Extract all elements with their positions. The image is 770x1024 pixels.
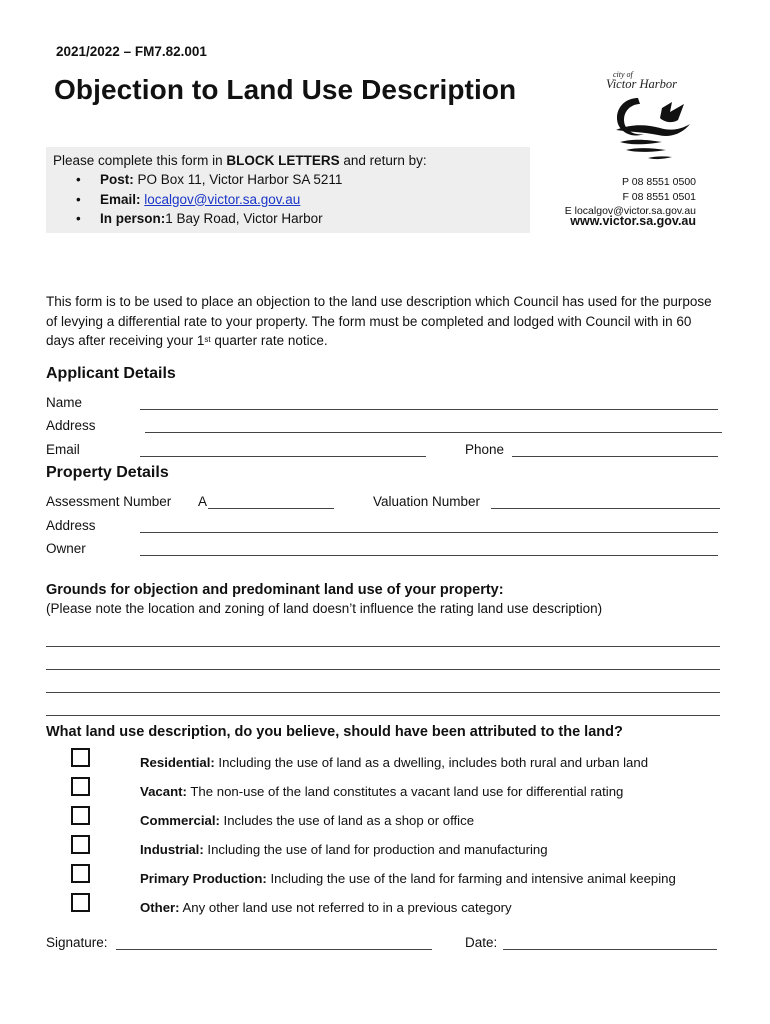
applicant-email-field[interactable] — [140, 456, 426, 457]
property-address-field[interactable] — [140, 532, 718, 533]
vacant-option — [140, 784, 623, 799]
logo-small-text: city of — [613, 70, 633, 79]
other-desc: Any other land use not referred to in a previous category — [179, 900, 512, 915]
property-address-label: Address — [46, 518, 96, 533]
applicant-phone-label: Phone — [465, 442, 505, 457]
primary-production-checkbox[interactable] — [71, 864, 90, 883]
primary-production-label: Primary Production: — [140, 871, 267, 886]
return-method-in-person — [50, 211, 342, 231]
other-checkbox[interactable] — [71, 893, 90, 912]
signature-label: Signature: — [46, 935, 108, 950]
bullet: • — [76, 172, 81, 187]
grounds-line-2[interactable] — [46, 669, 720, 670]
intro-paragraph — [46, 292, 722, 351]
grounds-line-3[interactable] — [46, 692, 720, 693]
post-label: Post: — [100, 172, 134, 187]
website-link[interactable]: www.victor.sa.gov.au — [570, 214, 696, 228]
vacant-desc: The non-use of the land constitutes a vacant land use for differential rating — [186, 784, 624, 799]
return-method-post — [50, 172, 342, 192]
primary-production-option — [140, 871, 676, 886]
date-label: Date: — [465, 935, 498, 950]
assessment-number-field[interactable] — [208, 508, 334, 509]
in-person-value: 1 Bay Road, Victor Harbor — [165, 211, 323, 226]
contact-phone: P 08 8551 0500 — [622, 176, 696, 188]
date-field[interactable] — [503, 949, 717, 950]
instructions-lead — [53, 153, 427, 168]
intro-superscript: st — [204, 335, 211, 344]
vacant-checkbox[interactable] — [71, 777, 90, 796]
applicant-heading: Applicant Details — [46, 365, 176, 382]
bullet: • — [76, 211, 81, 226]
return-methods-list — [50, 172, 342, 231]
intro-text: This form is to be used to place an objection to the land use description which Council has used for the purpose of levying a differential rate to your property. The form must be completed and lodged with Council with in 60 days after receiving your 1 — [46, 294, 712, 348]
industrial-option — [140, 842, 548, 857]
contact-block — [565, 175, 696, 219]
page-title: Objection to Land Use Description — [54, 74, 517, 105]
assessment-prefix: A — [198, 494, 208, 509]
residential-option — [140, 755, 648, 770]
signature-field[interactable] — [116, 949, 432, 950]
applicant-address-label: Address — [46, 418, 96, 433]
residential-label: Residential: — [140, 755, 215, 770]
contact-email: E localgov@victor.sa.gov.au — [564, 205, 696, 217]
industrial-desc: Including the use of land for production and manufacturing — [203, 842, 548, 857]
form-code: 2021/2022 – FM7.82.001 — [56, 44, 207, 59]
land-use-question: What land use description, do you believe, should have been attributed to the land? — [46, 724, 623, 740]
commercial-checkbox[interactable] — [71, 806, 90, 825]
applicant-name-field[interactable] — [140, 409, 718, 410]
industrial-checkbox[interactable] — [71, 835, 90, 854]
instructions-lead-tail: and return by: — [339, 153, 427, 168]
residential-checkbox[interactable] — [71, 748, 90, 767]
assessment-number-label: Assessment Number — [46, 494, 172, 509]
grounds-heading: Grounds for objection and predominant land use of your property: — [46, 582, 504, 598]
other-option — [140, 900, 512, 915]
instructions-lead-text: Please complete this form in — [53, 153, 227, 168]
property-owner-label: Owner — [46, 541, 86, 556]
council-logo — [600, 68, 700, 163]
return-method-email — [50, 192, 342, 212]
property-owner-field[interactable] — [140, 555, 718, 556]
intro-text-end: quarter rate notice. — [210, 333, 328, 348]
valuation-number-label: Valuation Number — [373, 494, 481, 509]
commercial-option — [140, 813, 474, 828]
instructions-lead-bold: BLOCK LETTERS — [226, 153, 340, 168]
industrial-label: Industrial: — [140, 842, 204, 857]
instructions-box — [46, 147, 530, 233]
applicant-name-label: Name — [46, 395, 83, 410]
applicant-address-field[interactable] — [145, 432, 722, 433]
primary-production-desc: Including the use of the land for farming and intensive animal keeping — [266, 871, 676, 886]
grounds-line-1[interactable] — [46, 646, 720, 647]
vacant-label: Vacant: — [140, 784, 187, 799]
email-label: Email: — [100, 191, 141, 207]
residential-desc: Including the use of land as a dwelling, includes both rural and urban land — [214, 755, 649, 770]
in-person-label: In person: — [100, 211, 166, 226]
victor-harbor-logo-graphic — [600, 68, 700, 163]
commercial-desc: Includes the use of land as a shop or office — [219, 813, 475, 828]
contact-fax: F 08 8551 0501 — [622, 190, 696, 203]
grounds-note: (Please note the location and zoning of land doesn’t influence the rating land use description) — [46, 601, 603, 616]
bullet: • — [76, 191, 81, 207]
email-link[interactable]: localgov@victor.sa.gov.au — [144, 191, 301, 207]
post-value: PO Box 11, Victor Harbor SA 5211 — [133, 172, 343, 187]
applicant-phone-field[interactable] — [512, 456, 718, 457]
valuation-number-field[interactable] — [491, 508, 720, 509]
other-label: Other: — [140, 900, 180, 915]
commercial-label: Commercial: — [140, 813, 220, 828]
property-heading: Property Details — [46, 464, 169, 481]
logo-name: Victor Harbor — [606, 77, 677, 91]
grounds-line-4[interactable] — [46, 715, 720, 716]
applicant-email-label: Email — [46, 442, 80, 457]
